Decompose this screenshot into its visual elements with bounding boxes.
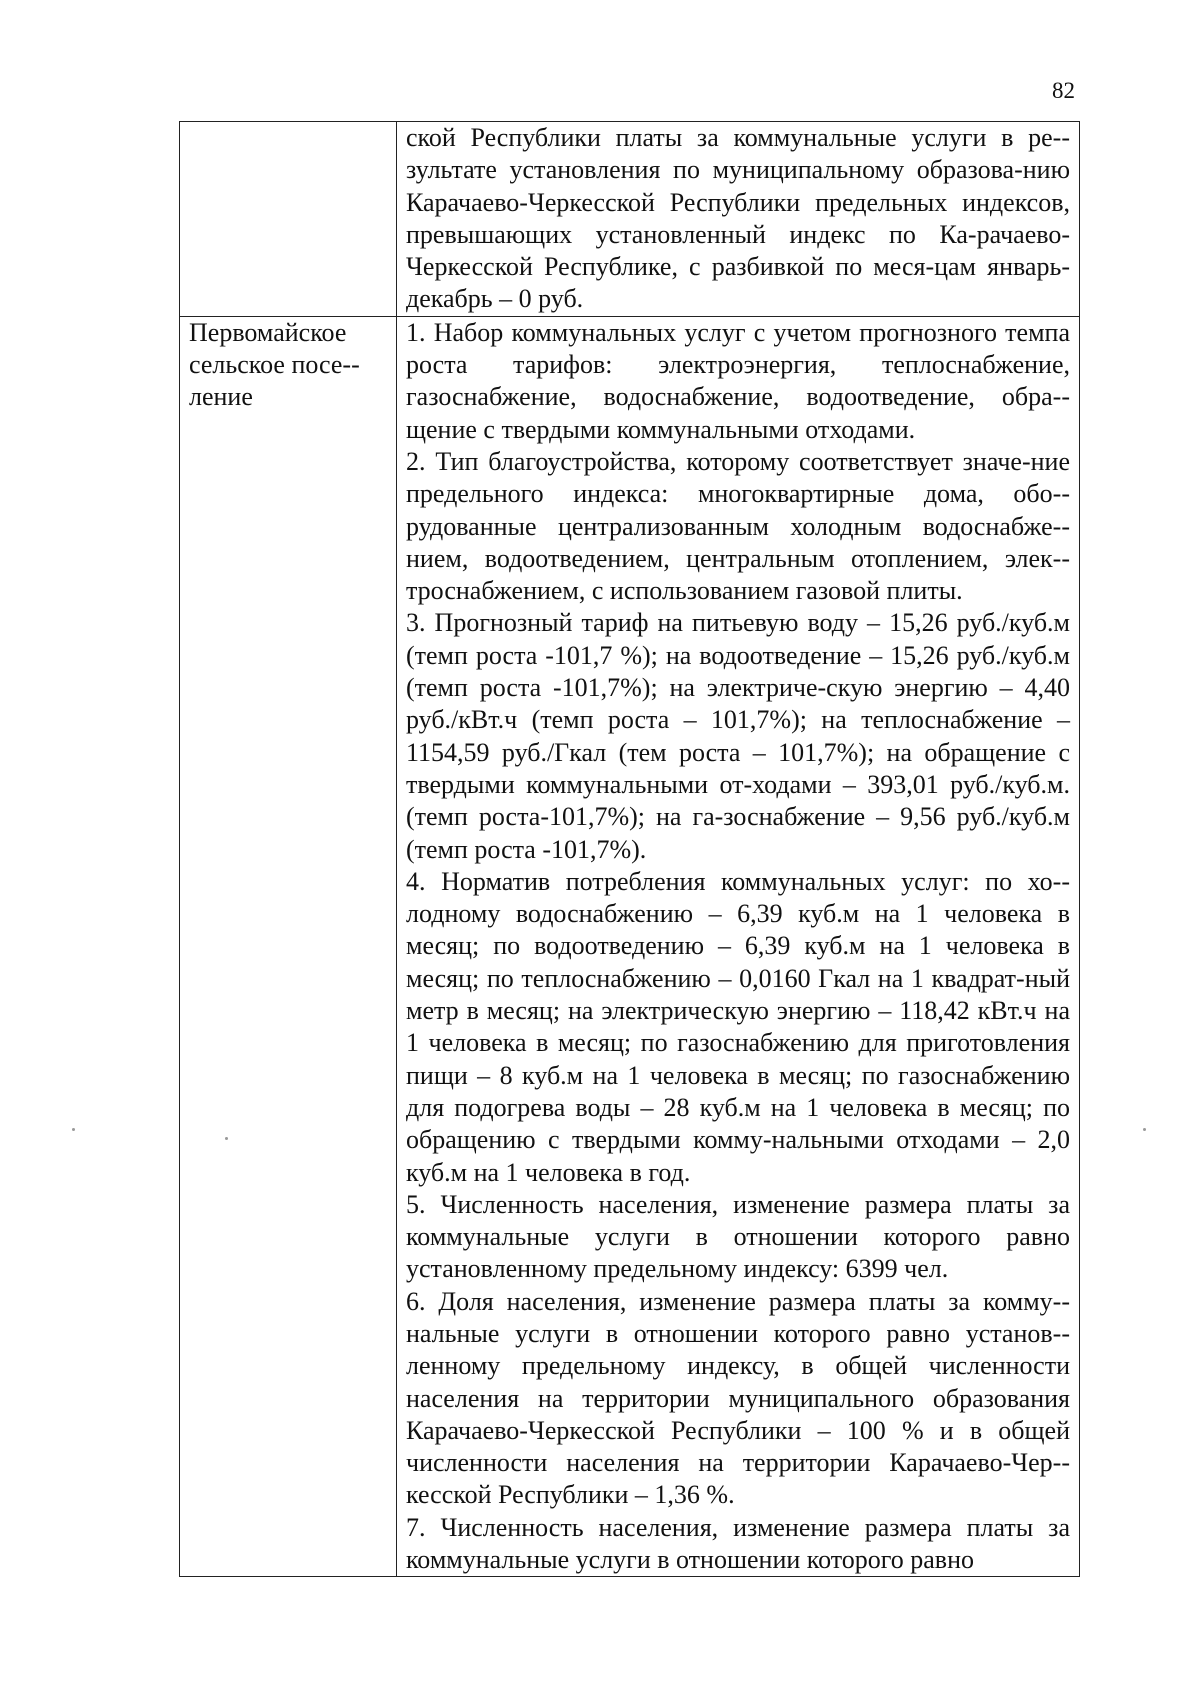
scan-speck (1143, 1128, 1146, 1131)
detail-item-7: 7. Численность населения, изменение размера платы за коммунальные услуги в отношении которого равно (406, 1512, 1070, 1575)
continuation-text: ской Республики платы за коммунальные услуги в ре-зультате установления по муниципальному образова-нию Карачаево-Черкесской Республики предельных индексов, превышающих установленный индекс по Ка-рачаево-Черкесской Республике, с разбивкой по меся-цам январь-декабрь – 0 руб. (406, 123, 1070, 314)
detail-item-6: 6. Доля населения, изменение размера платы за комму-нальные услуги в отношении которого равно установ-ленному предельному индексу, в общей численности населения на территории муниципального образования Карачаево-Черкесской Республики – 100 % и в общей численности населения на территории Карачаево-Чер-кесской Республики – 1,36 %. (406, 1286, 1070, 1510)
table-cell-right-continuation (397, 122, 1080, 317)
page-number: 82 (1052, 78, 1075, 103)
settlement-name-cell: Первомайское сельское посе-ление (180, 316, 397, 1577)
detail-item-2: 2. Тип благоустройства, которому соответствует значе-ние предельного индекса: многоквартирные дома, обо-рудованные централизованным холодным водоснабже-нием, водоотведением, центральным отоплением, элек-троснабжением, с использованием газовой плиты. (406, 446, 1070, 606)
scan-speck (72, 1128, 75, 1131)
detail-item-1: 1. Набор коммунальных услуг с учетом прогнозного темпа роста тарифов: электроэнергия, теплоснабжение, газоснабжение, водоснабжение, водоотведение, обра-щение с твердыми коммунальными отходами. (406, 317, 1070, 444)
document-table (179, 121, 1080, 1577)
table-cell-left-empty (180, 122, 397, 317)
detail-item-5: 5. Численность населения, изменение размера платы за коммунальные услуги в отношении которого равно установленному предельному индексу: 6399 чел. (406, 1189, 1070, 1284)
detail-item-4: 4. Норматив потребления коммунальных услуг: по хо-лодному водоснабжению – 6,39 куб.м на 1 человека в месяц; по водоотведению – 6,39 куб.м на 1 человека в месяц; по теплоснабжению – 0,0160 Гкал на 1 квадрат-ный метр в месяц; на электрическую энергию – 118,42 кВт.ч на 1 человека в месяц; по газоснабжению для приготовления пищи – 8 куб.м на 1 человека в месяц; по газоснабжению для подогрева воды – 28 куб.м на 1 человека в месяц; по обращению с твердыми комму-нальными отходами – 2,0 куб.м на 1 человека в год. (406, 866, 1070, 1187)
detail-item-3: 3. Прогнозный тариф на питьевую воду – 15,26 руб./куб.м (темп роста -101,7 %); на водоотведение – 15,26 руб./куб.м (темп роста -101,7%); на электриче-скую энергию – 4,40 руб./кВт.ч (темп роста – 101,7%); на теплоснабжение – 1154,59 руб./Гкал (тем роста – 101,7%); на обращение с твердыми коммунальными от-ходами – 393,01 руб./куб.м. (темп роста-101,7%); на га-зоснабжение – 9,56 руб./куб.м (темп роста -101,7%). (406, 608, 1070, 864)
table-row (180, 122, 1080, 317)
scan-speck (225, 1137, 228, 1140)
table-row (180, 316, 1080, 1577)
settlement-details-cell (397, 316, 1080, 1577)
